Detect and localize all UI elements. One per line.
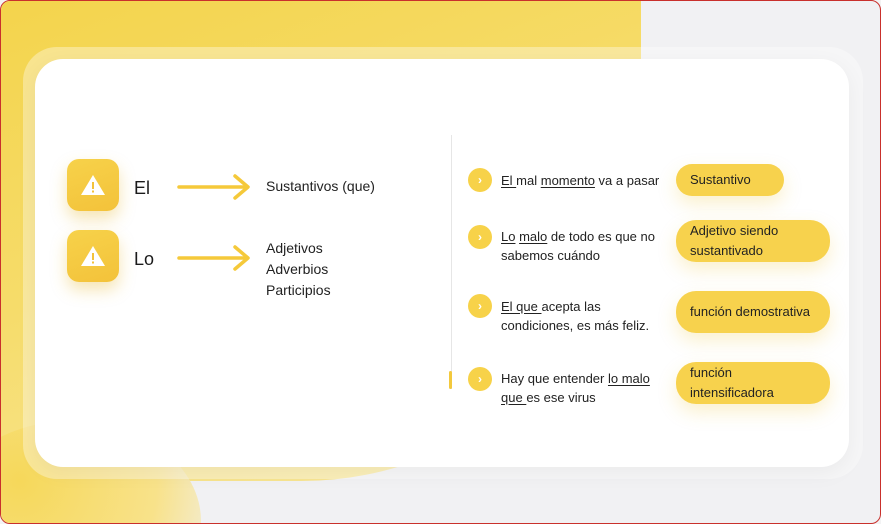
article-el: El (134, 178, 151, 198)
underlined-word: malo (519, 229, 548, 244)
arrow-right-icon (177, 172, 253, 202)
target-item: Adjetivos (266, 240, 323, 256)
underlined-word: Lo (501, 229, 516, 244)
sentence-text: acepta las condiciones, es más feliz. (501, 299, 650, 333)
target-item: Participios (266, 282, 331, 298)
category-label: función demostrativa (676, 291, 830, 333)
content-card (35, 59, 849, 467)
sentence-text: de todo es que no sabemos cuándo (501, 229, 655, 263)
lo-targets (266, 238, 331, 301)
chevron-right-icon: › (468, 225, 492, 249)
sentence-text: mal (516, 173, 541, 188)
sentence-text: es ese virus (526, 390, 596, 405)
target-item: Adverbios (266, 261, 329, 277)
underlined-word: El (501, 173, 517, 188)
category-label: función intensificadora (676, 362, 830, 404)
warning-icon (67, 159, 119, 211)
el-targets (266, 176, 375, 197)
category-label: Sustantivo (676, 164, 784, 196)
divider-accent (449, 371, 452, 389)
chevron-right-icon: › (468, 294, 492, 318)
column-divider (451, 135, 452, 389)
example-sentence (501, 297, 666, 335)
warning-icon (67, 230, 119, 282)
example-sentence (501, 227, 661, 265)
underlined-word: El que (501, 299, 542, 314)
chevron-right-icon: › (468, 367, 492, 391)
example-sentence (501, 369, 671, 407)
underlined-word: lo malo que (501, 371, 650, 405)
arrow-right-icon (177, 243, 253, 273)
target-item: Sustantivos (que) (266, 178, 375, 194)
article-lo: Lo (134, 249, 155, 269)
sentence-text: Hay que entender (501, 371, 608, 386)
underlined-word: momento (540, 173, 595, 188)
category-label: Adjetivo siendo sustantivado (676, 220, 830, 262)
chevron-right-icon: › (468, 168, 492, 192)
example-sentence (501, 171, 676, 190)
sentence-text: va a pasar (594, 173, 660, 188)
